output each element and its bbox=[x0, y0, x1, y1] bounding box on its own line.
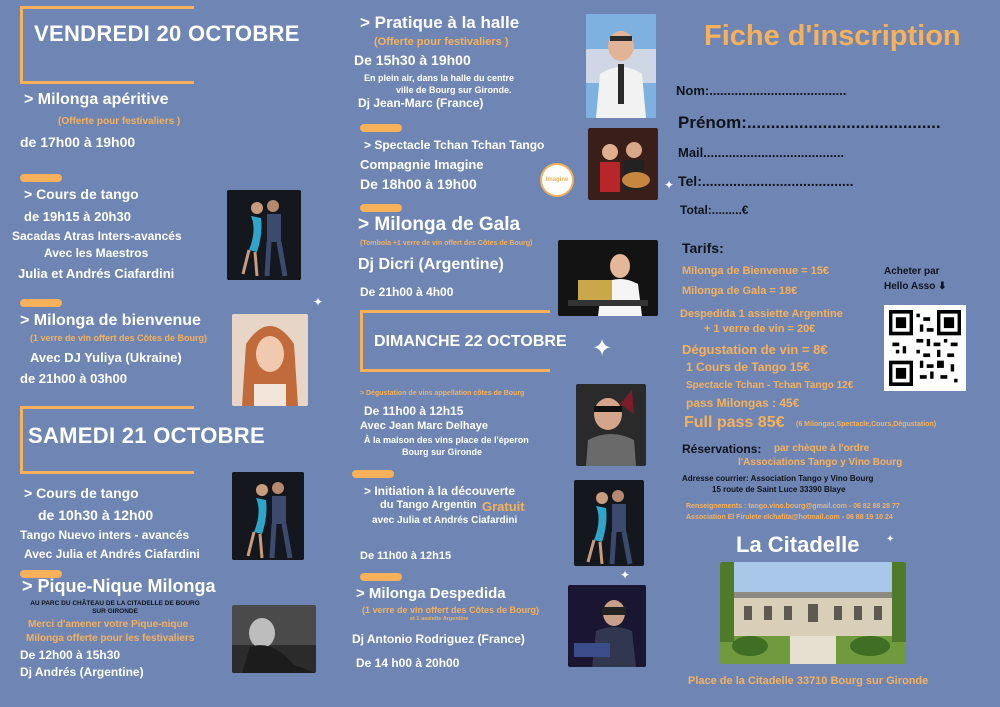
tarif-spectacle: Spectacle Tchan - Tchan Tango 12€ bbox=[686, 380, 854, 391]
citadelle-title: La Citadelle bbox=[736, 532, 860, 557]
cours-vendredi-time: de 19h15 à 20h30 bbox=[24, 209, 131, 224]
bienvenue-time: de 21h00 à 03h00 bbox=[20, 371, 127, 386]
helloasso-label: Hello Asso ⬇ bbox=[884, 281, 947, 292]
degustation-lieu2: Bourg sur Gironde bbox=[402, 447, 483, 457]
tarif-pass-milongas: pass Milongas : 45€ bbox=[686, 396, 800, 410]
pratique-title: > Pratique à la halle bbox=[360, 13, 520, 32]
pratique-time: De 15h30 à 19h00 bbox=[354, 52, 471, 68]
bienvenue-note: (1 verre de vin offert des Côtes de Bourg) bbox=[30, 333, 208, 343]
bienvenue-dj: Avec DJ Yuliya (Ukraine) bbox=[30, 350, 182, 365]
pique-nique-time: De 12h00 à 15h30 bbox=[20, 648, 121, 662]
tarif-despedida-b: + 1 verre de vin = 20€ bbox=[704, 323, 816, 335]
form-mail: Mail....................................... bbox=[678, 145, 845, 160]
accent-pill bbox=[360, 204, 402, 212]
degustation-title: > Dégustation de vins appellation côtes de Bourg bbox=[360, 390, 525, 397]
accent-pill bbox=[360, 124, 402, 132]
sparkle-icon: ✦ bbox=[313, 295, 324, 309]
imagine-logo-text: Imagine bbox=[545, 177, 569, 183]
cours-vendredi-names: Julia et Andrés Ciafardini bbox=[18, 266, 175, 281]
tarif-despedida-a: Despedida 1 assiette Argentine bbox=[680, 308, 843, 320]
gala-time: De 21h00 à 4h00 bbox=[360, 285, 454, 299]
cours-samedi-time: de 10h30 à 12h00 bbox=[38, 507, 154, 523]
reservations-note1: par chèque à l'ordre bbox=[774, 443, 870, 454]
pratique-lieu2: ville de Bourg sur Gironde. bbox=[396, 85, 512, 95]
milonga-aperitive-offer: (Offerte pour festivaliers ) bbox=[58, 116, 181, 127]
qr-code-icon[interactable] bbox=[884, 305, 966, 391]
tarifs-title: Tarifs: bbox=[682, 240, 724, 256]
reservations-note2: l'Associations Tango y Vino Bourg bbox=[738, 457, 903, 468]
renseignements-line1: Renseignements : tango.vino.bourg@gmail.com - 06 82 88 28 77 bbox=[686, 503, 900, 510]
gala-note: (Tombola +1 verre de vin offert des Côtes de Bourg) bbox=[360, 240, 533, 247]
tarif-cours: 1 Cours de Tango 15€ bbox=[686, 360, 810, 374]
spectacle-time: De 18h00 à 19h00 bbox=[360, 176, 477, 192]
cours-vendredi-title: > Cours de tango bbox=[24, 186, 139, 202]
degustation-lieu1: À la maison des vins place de l'éperon bbox=[364, 435, 529, 445]
dancers-photo-2 bbox=[232, 472, 304, 560]
tarif-full-pass-note: (6 Milongas,Spectacle,Cours,Dégustation) bbox=[796, 421, 937, 428]
pique-nique-dj: Dj Andrés (Argentine) bbox=[20, 665, 144, 679]
adresse-line2: 15 route de Saint Luce 33390 Blaye bbox=[712, 485, 846, 494]
milonga-aperitive-title: > Milonga apéritive bbox=[24, 91, 169, 108]
cours-samedi-names: Avec Julia et Andrés Ciafardini bbox=[24, 547, 200, 561]
pratique-dj: Dj Jean-Marc (France) bbox=[358, 96, 484, 110]
acheter-label: Acheter par bbox=[884, 266, 940, 277]
accent-pill bbox=[352, 470, 394, 478]
tarif-bienvenue: Milonga de Bienvenue = 15€ bbox=[682, 265, 830, 277]
imagine-logo bbox=[540, 163, 574, 197]
dj-dicri-photo bbox=[558, 240, 658, 316]
cours-vendredi-level: Sacadas Atras Inters-avancés bbox=[12, 229, 182, 243]
accent-pill bbox=[20, 174, 62, 182]
initiation-sub: du Tango Argentin bbox=[380, 499, 477, 511]
citadelle-photo bbox=[720, 562, 906, 664]
day-title-dimanche: DIMANCHE 22 OCTOBRE bbox=[374, 333, 567, 350]
tarif-degustation: Dégustation de vin = 8€ bbox=[682, 342, 828, 357]
pique-nique-note2: Milonga offerte pour les festivaliers bbox=[26, 633, 195, 644]
dancers-photo-3 bbox=[574, 480, 644, 566]
dj-andres-photo bbox=[232, 605, 316, 673]
gala-dj: Dj Dicri (Argentine) bbox=[358, 256, 504, 273]
pique-nique-title: > Pique-Nique Milonga bbox=[22, 576, 216, 596]
pique-nique-lieu: AU PARC DU CHÂTEAU DE LA CITADELLE DE BOURG SUR GIRONDE bbox=[30, 600, 200, 615]
degustation-avec: Avec Jean Marc Delhaye bbox=[360, 420, 488, 432]
despedida-dj: Dj Antonio Rodriguez (France) bbox=[352, 632, 525, 646]
adresse-line1: Adresse courrier: Association Tango y Vino Bourg bbox=[682, 474, 874, 483]
renseignements-line2: Association El Firulete elchafita@hotmail.com - 06 88 19 10 24 bbox=[686, 514, 893, 521]
accent-pill bbox=[360, 573, 402, 581]
initiation-title: > Initiation à la découverte bbox=[364, 484, 516, 498]
jeanmarc-delhaye-photo bbox=[576, 384, 646, 466]
form-tel: Tel:....................................... bbox=[678, 173, 854, 189]
cours-vendredi-maestros: Avec les Maestros bbox=[44, 246, 149, 260]
reservations-title: Réservations: bbox=[682, 442, 762, 456]
sparkle-icon: ✦ bbox=[592, 335, 613, 362]
day-title-vendredi: VENDREDI 20 OCTOBRE bbox=[34, 21, 300, 46]
initiation-time: De 11h00 à 12h15 bbox=[360, 550, 452, 562]
bienvenue-title: > Milonga de bienvenue bbox=[20, 312, 201, 329]
milonga-aperitive-time: de 17h00 à 19h00 bbox=[20, 134, 136, 150]
initiation-names: avec Julia et Andrés Ciafardini bbox=[372, 515, 518, 526]
spectacle-title: > Spectacle Tchan Tchan Tango bbox=[364, 138, 545, 152]
pique-nique-note1: Merci d'amener votre Pique-nique bbox=[28, 619, 189, 630]
despedida-title: > Milonga Despedida bbox=[356, 585, 506, 602]
tarif-full-pass: Full pass 85€ bbox=[684, 414, 785, 431]
accent-pill bbox=[20, 299, 62, 307]
sparkle-icon: ✦ bbox=[664, 178, 675, 192]
pratique-lieu1: En plein air, dans la halle du centre bbox=[364, 73, 515, 83]
dj-antonio-photo bbox=[568, 585, 646, 667]
despedida-time: De 14 h00 à 20h00 bbox=[356, 656, 460, 670]
dj-yuliya-photo bbox=[232, 314, 308, 406]
tarif-gala: Milonga de Gala = 18€ bbox=[682, 285, 798, 297]
sparkle-icon: ✦ bbox=[886, 534, 895, 545]
despedida-note: (1 verre de vin offert des Côtes de Bourg) bbox=[362, 605, 540, 615]
form-prenom: Prénom:......................................... bbox=[678, 113, 941, 132]
form-nom: Nom:...................................... bbox=[676, 83, 847, 98]
dancers-photo bbox=[227, 190, 301, 280]
fiche-title: Fiche d'inscription bbox=[704, 20, 961, 52]
despedida-note2: et 1 assiette Argentine bbox=[410, 616, 469, 622]
degustation-time: De 11h00 à 12h15 bbox=[364, 404, 464, 418]
dj-jeanmarc-photo bbox=[586, 14, 656, 118]
sparkle-icon: ✦ bbox=[620, 568, 631, 582]
cours-samedi-level: Tango Nuevo inters - avancés bbox=[20, 528, 190, 542]
citadelle-address: Place de la Citadelle 33710 Bourg sur Gironde bbox=[688, 675, 929, 687]
form-total: Total:.........€ bbox=[680, 203, 749, 217]
pratique-offer: (Offerte pour festivaliers ) bbox=[374, 36, 509, 48]
cours-samedi-title: > Cours de tango bbox=[24, 485, 139, 501]
gala-title: > Milonga de Gala bbox=[358, 214, 521, 235]
initiation-gratuit: Gratuit bbox=[482, 499, 525, 514]
day-title-samedi: SAMEDI 21 OCTOBRE bbox=[28, 423, 265, 448]
spectacle-company: Compagnie Imagine bbox=[360, 157, 484, 172]
spectacle-photo bbox=[588, 128, 658, 200]
